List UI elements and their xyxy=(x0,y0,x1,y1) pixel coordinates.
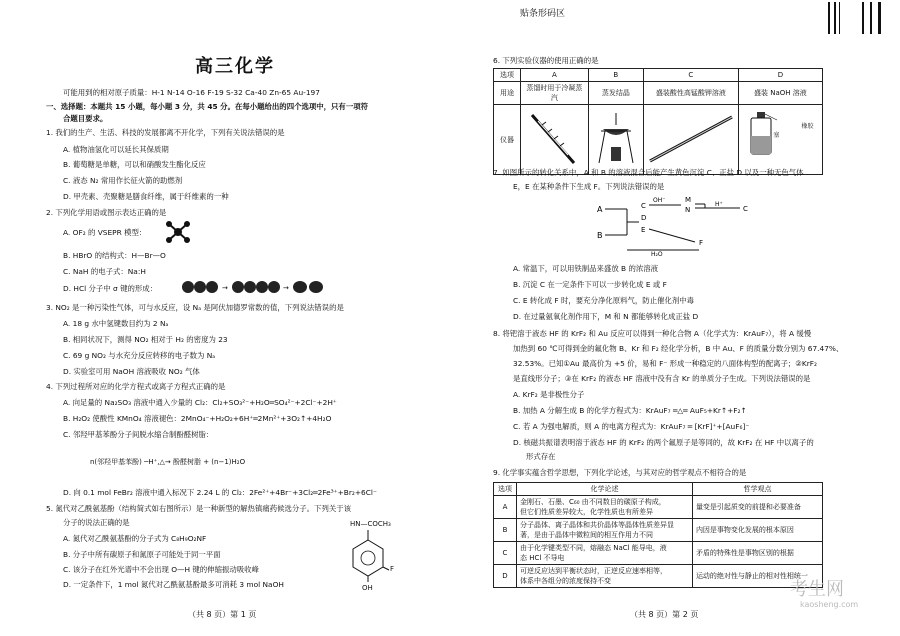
q2-option-d: D. HCl 分子中 σ 键的形成： xyxy=(63,284,158,293)
table-cell: 内因是事物变化发展的根本原因 xyxy=(692,519,822,542)
diagram-node-e: E xyxy=(641,226,646,234)
table-cell: 量变是引起质变的前提和必要准备 xyxy=(692,496,822,519)
q7-option-a: A. 常温下，可以用铁制品来盛放 B 的浓溶液 xyxy=(513,264,659,273)
evaporating-dish-cell xyxy=(588,105,643,175)
q4-c-equation: n(邻羟甲基苯酚) ─H⁺,△→ 酚醛树脂 + (n−1)H₂O xyxy=(90,458,246,466)
q8-option-b: B. 加热 A 分解生成 B 的化学方程式为：KrAuF₇ ═△═ AuF₅+Kr↑+F₂↑ xyxy=(513,406,747,415)
question-6-stem: 6. 下列实验仪器的使用正确的是 xyxy=(493,56,599,65)
table-cell: C xyxy=(494,542,517,565)
q1-option-b: B. 葡萄糖是单糖，可以和硝酸发生酯化反应 xyxy=(63,160,206,169)
q4-option-b: B. H₂O₂ 使酸性 KMnO₄ 溶液褪色：2MnO₄⁻+H₂O₂+6H⁺═2Mn²⁺+3O₂↑+4H₂O xyxy=(63,414,332,423)
table-cell: A xyxy=(494,496,517,519)
q5-option-c: C. 该分子在红外光谱中不会出现 O—H 键的伸缩振动吸收峰 xyxy=(63,565,259,574)
cell-line: 态 HCl 不导电 xyxy=(520,554,565,562)
rubber-stopper-label: 橡胶塞 xyxy=(773,123,814,139)
q2-option-b: B. HBrO 的结构式：H—Br—O xyxy=(63,251,166,260)
question-8-line-2: 加热到 60 ℃可得到金的氟化物 B、Kr 和 F₂ 经化学分析，B 中 Au、F 的质量分数分别为 67.47%、 xyxy=(513,344,844,353)
table-cell xyxy=(517,519,693,542)
burette-cell xyxy=(643,105,738,175)
q9-table xyxy=(493,482,823,588)
q5-option-d: D. 一定条件下，1 mol 氮代对乙酰氨基酚最多可消耗 3 mol NaOH xyxy=(63,580,284,589)
table-cell xyxy=(517,542,693,565)
table-cell: B xyxy=(494,519,517,542)
table-cell xyxy=(517,565,693,588)
q1-option-d: D. 甲壳素、壳聚糖是膳食纤维，属于纤维素的一种 xyxy=(63,192,229,201)
q7-option-b: B. 沉淀 C 在一定条件下可以一步转化成 E 或 F xyxy=(513,280,667,289)
table-cell: 矛盾的特殊性是事物区别的根据 xyxy=(692,542,822,565)
q7-option-c: C. E 转化成 F 时，要充分净化原料气，防止催化剂中毒 xyxy=(513,296,695,305)
condenser-icon xyxy=(524,111,584,167)
cell-line: 但它们性质差异较大，化学性质也有所差异 xyxy=(520,508,653,516)
q5-struct-label-top: HN—COCH₃ xyxy=(350,520,391,528)
table-row xyxy=(494,82,823,105)
question-7-stem-2: E，E 在某种条件下生成 F。下列说法错误的是 xyxy=(513,182,665,191)
svg-text:→: → xyxy=(283,284,289,292)
q5-struct-label-f: F xyxy=(390,565,395,573)
q1-option-a: A. 植物油氢化可以延长其保质期 xyxy=(63,145,169,154)
table-cell: 蒸馏时用于冷凝蒸汽 xyxy=(521,82,589,105)
svg-text:→: → xyxy=(222,284,228,292)
question-9-stem: 9. 化学事实蕴含哲学思想，下列化学论述，与其对应的哲学观点不相符合的是 xyxy=(493,468,747,477)
burette-icon xyxy=(646,111,736,167)
q8-option-a: A. KrF₂ 是非极性分子 xyxy=(513,390,585,399)
question-2-stem: 2. 下列化学用语或图示表达正确的是 xyxy=(46,208,167,217)
q8-option-d-2: 形式存在 xyxy=(526,452,556,461)
table-cell: C xyxy=(643,69,738,82)
table-cell: 哲学观点 xyxy=(692,483,822,496)
table-cell: D xyxy=(738,69,822,82)
q5-option-b: B. 分子中所有碳原子和氮原子可能处于同一平面 xyxy=(63,550,221,559)
condenser-cell xyxy=(521,105,589,175)
q3-option-c: C. 69 g NO₂ 与水充分反应转移的电子数为 Nₐ xyxy=(63,351,216,360)
q4-option-a: A. 向足量的 Na₂SO₃ 溶液中通入少量的 Cl₂：Cl₂+SO₃²⁻+H₂O═SO₄²⁻+2Cl⁻+2H⁺ xyxy=(63,398,337,407)
question-8-line-1: 8. 将钯溶于液态 HF 的 KrF₂ 和 Au 反应可以得到一种化合物 A（化学式为：KrAuF₇），将 A 缓慢 xyxy=(493,329,812,338)
q3-option-b: B. 相同状况下，测得 NO₂ 相对于 H₂ 的密度为 23 xyxy=(63,335,228,344)
q4-option-d: D. 向 0.1 mol FeBr₂ 溶液中通入标况下 2.24 L 的 Cl₂：2Fe²⁺+4Br⁻+3Cl₂═2Fe³⁺+Br₂+6Cl⁻ xyxy=(63,488,377,497)
vsepr-model-figure xyxy=(165,220,191,244)
table-cell: 盛装酸性高锰酸钾溶液 xyxy=(643,82,738,105)
table-cell: 蒸发结晶 xyxy=(588,82,643,105)
q8-option-d: D. 核磁共振谱表明溶于液态 HF 的 KrF₂ 的两个氟原子是等同的，故 KrF₂ 在 HF 中以离子的 xyxy=(513,438,814,447)
cell-line: 可逆反应达到平衡状态时，正逆反应速率相等， xyxy=(520,567,667,575)
q5-option-a: A. 氮代对乙酰氨基酚的分子式为 C₈H₉O₂NF xyxy=(63,534,207,543)
question-3-stem: 3. NO₂ 是一种污染性气体，可与水反应，设 Nₐ 是阿伏加德罗常数的值，下列说法错误的是 xyxy=(46,303,344,312)
question-1-stem: 1. 我们的生产、生活、科技的发展都离不开化学，下列有关说法错误的是 xyxy=(46,128,285,137)
question-7-stem: 7. 如图所示的转化关系中，A 和 B 的溶液混合后能产生黄色沉淀 C、正盐 D 以及一种无色气体 xyxy=(493,168,804,177)
question-4-stem: 4. 下列过程所对应的化学方程式或离子方程式正确的是 xyxy=(46,382,226,391)
sigma-bond-orbital-figure xyxy=(178,280,328,294)
table-cell xyxy=(517,496,693,519)
table-row xyxy=(494,483,823,496)
q6-table xyxy=(493,68,823,175)
diagram-node-b: B xyxy=(597,231,603,240)
section-1-instructions: 一、选择题：本题共 15 小题，每小题 3 分，共 45 分。在每小题给出的四个选项中，只有一项符 xyxy=(46,102,368,111)
table-row xyxy=(494,496,823,519)
q3-option-d: D. 实验室可用 NaOH 溶液吸收 NO₂ 气体 xyxy=(63,367,200,376)
table-cell: 化学论述 xyxy=(517,483,693,496)
reagent-bottle-cell xyxy=(738,105,822,175)
diagram-node-d: D xyxy=(641,214,647,222)
diagram-node-m: M xyxy=(685,196,692,204)
q7-option-d: D. 在过量氨氧化剂作用下，M 和 N 都能够转化成正盐 D xyxy=(513,312,699,321)
table-cell: 选项 xyxy=(494,69,521,82)
table-row xyxy=(494,105,823,175)
atomic-masses: 可能用到的相对原子质量：H-1 N-14 O-16 F-19 S-32 Ca-40 Zn-65 Au-197 xyxy=(63,88,320,97)
cell-line: 分子晶体、离子晶体和共价晶体等晶体性质差异显 xyxy=(520,521,674,529)
table-cell: A xyxy=(521,69,589,82)
diagram-label-hplus: H⁺ xyxy=(715,201,723,208)
cell-line: 金刚石、石墨、C₆₀ 由不同数目的碳原子构成， xyxy=(520,498,666,506)
evaporating-dish-icon xyxy=(591,111,641,167)
table-row xyxy=(494,519,823,542)
q5-struct-label-oh: OH xyxy=(362,584,373,592)
watermark-logo: 考生网 xyxy=(790,579,844,600)
diagram-label-oh: OH⁻ xyxy=(653,197,666,204)
q5-structure-figure xyxy=(345,530,395,585)
cell-line: 体系中各组分的浓度保持不变 xyxy=(520,577,611,585)
section-1-instructions-2: 合题目要求。 xyxy=(63,114,108,123)
diagram-node-f: F xyxy=(699,239,704,247)
q2-option-a: A. OF₂ 的 VSEPR 模型： xyxy=(63,228,147,237)
question-8-line-3: 32.53%。已知①Au 最高价为 +5 价，易和 F⁻ 形成一种稳定的八面体构型的配离子；②KrF₂ xyxy=(513,359,818,368)
q4-option-c: C. 邻羟甲基苯酚分子间脱水缩合制酚醛树脂： xyxy=(63,430,214,439)
q2-option-c: C. NaH 的电子式：Na:H xyxy=(63,267,146,276)
diagram-node-c: C xyxy=(641,202,646,210)
diagram-label-h2o: H₂O xyxy=(651,251,663,256)
table-cell: D xyxy=(494,565,517,588)
table-cell: 用途 xyxy=(494,82,521,105)
table-cell: 选项 xyxy=(494,483,517,496)
diagram-node-n: N xyxy=(685,206,691,214)
table-cell: 盛装 NaOH 溶液 xyxy=(738,82,822,105)
watermark-url: kaosheng.com xyxy=(800,600,859,609)
footer-page-1: （共 8 页）第 1 页 xyxy=(188,610,257,619)
table-row xyxy=(494,69,823,82)
cell-line: 著，是由于晶体中微粒间的相互作用力不同 xyxy=(520,531,653,539)
exam-title: 高三化学 xyxy=(195,56,275,77)
cell-line: 由于化学键类型不同，熔融态 NaCl 能导电，液 xyxy=(520,544,667,552)
question-8-line-4: 是直线形分子；③在 KrF₂ 的液态 HF 溶液中没有含 Kr 的单质分子生成。下列说法错误的是 xyxy=(513,374,811,383)
q1-option-c: C. 液态 N₂ 常用作长征火箭的助燃剂 xyxy=(63,176,183,185)
table-row xyxy=(494,565,823,588)
q3-option-a: A. 18 g 水中氢键数目约为 2 Nₐ xyxy=(63,319,169,328)
diagram-node-c2: C xyxy=(743,205,748,213)
table-cell: 运动的绝对性与静止的相对性相统一 xyxy=(692,565,822,588)
diagram-node-a: A xyxy=(597,205,603,214)
table-row xyxy=(494,542,823,565)
table-cell: 仪器 xyxy=(494,105,521,175)
table-cell: B xyxy=(588,69,643,82)
question-5-stem-2: 分子的说法正确的是 xyxy=(63,518,130,527)
barcode-area-label: 贴条形码区 xyxy=(520,9,566,19)
question-5-stem: 5. 氮代对乙酰氨基酚（结构简式如右图所示）是一种新型的解热镇痛药候选分子。下列关于该 xyxy=(46,504,352,513)
q8-option-c: C. 若 A 为强电解质，则 A 的电离方程式为：KrAuF₇ ═ [KrF]⁺+[AuF₆]⁻ xyxy=(513,422,750,431)
footer-page-2: （共 8 页）第 2 页 xyxy=(630,610,699,619)
